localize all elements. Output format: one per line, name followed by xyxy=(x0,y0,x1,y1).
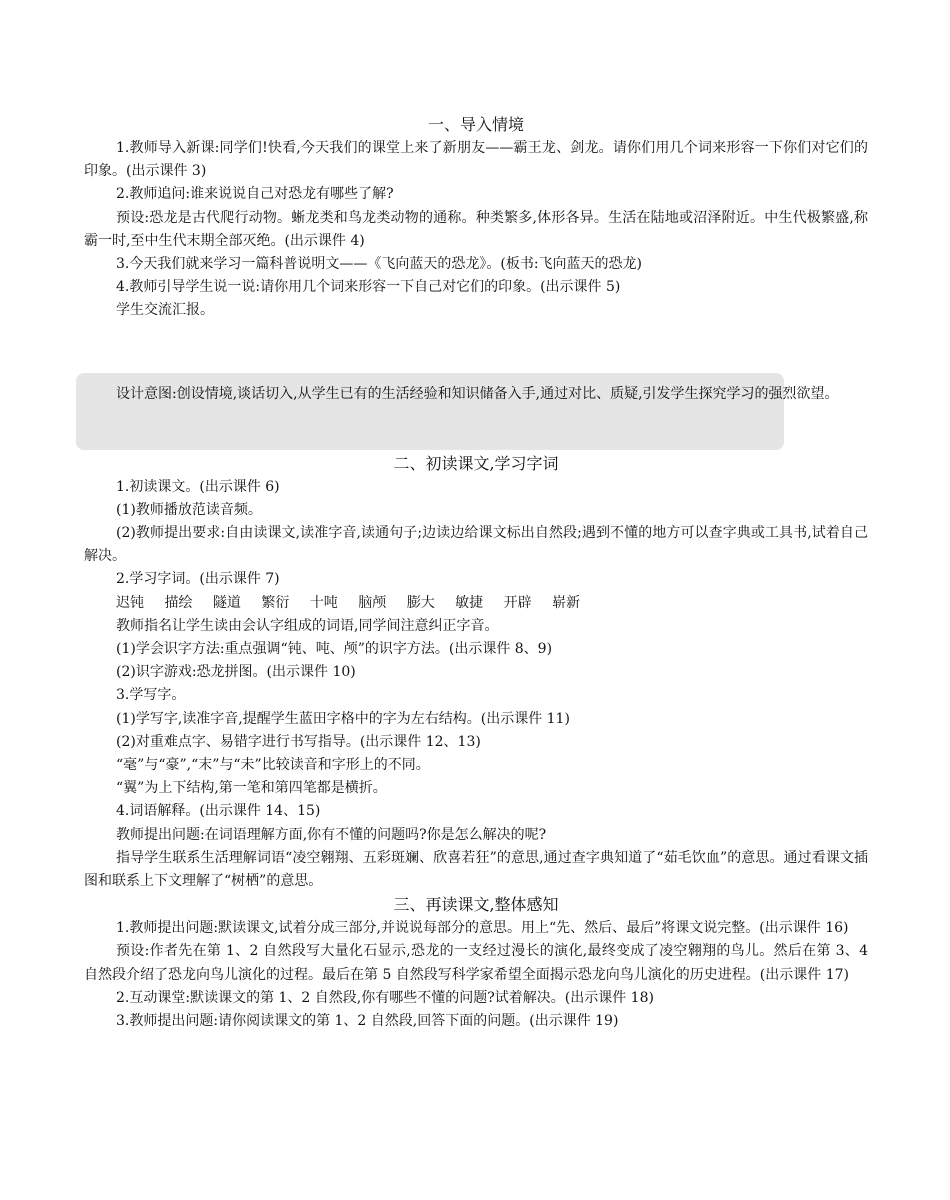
s3-para-3: 2.互动课堂:默读课文的第 1、2 自然段,你有哪些不懂的问题?试着解决。(出示课件 18) xyxy=(116,989,654,1006)
s2-para-3: (2)教师提出要求:自由读课文,读准字音,读通句子;边读边给课文标出自然段;遇到不懂的地方可以查字典或工具书,试着自己解决。 xyxy=(84,525,868,565)
s2-para-7: (2)识字游戏:恐龙拼图。(出示课件 10) xyxy=(116,664,356,681)
s1-para-2: 2.教师追问:谁来说说自己对恐龙有哪些了解? xyxy=(116,186,394,203)
vocab-word: 脑颅 xyxy=(358,594,387,611)
vocab-word: 繁衍 xyxy=(261,594,290,611)
s3-para-2: 预设:作者先在第 1、2 自然段写大量化石显示,恐龙的一支经过漫长的演化,最终变成了凌空翱翔的鸟儿。然后在第 3、4 自然段介绍了恐龙向鸟儿演化的过程。最后在第 5 自然段写科学家希望全面揭示恐龙向鸟儿演化的历史进程。(出示课件 17) xyxy=(84,943,868,983)
s2-para-6: (1)学会识字方法:重点强调“钝、吨、颅”的识字方法。(出示课件 8、9) xyxy=(116,641,553,658)
s1-para-5: 4.教师引导学生说一说:请你用几个词来形容一下自己对它们的印象。(出示课件 5) xyxy=(116,279,621,296)
s2-para-12: “翼”为上下结构,第一笔和第四笔都是横折。 xyxy=(116,780,387,797)
section1-heading: 一、导入情境 xyxy=(427,115,524,134)
s1-para-3: 预设:恐龙是古代爬行动物。蜥龙类和鸟龙类动物的通称。种类繁多,体形各异。生活在陆地或沼泽附近。中生代极繁盛,称霸一时,至中生代末期全部灭绝。(出示课件 4) xyxy=(84,209,868,249)
vocab-word: 描绘 xyxy=(164,594,193,611)
design-intent-box xyxy=(76,373,839,450)
s2-para-15: 指导学生联系生活理解词语“凌空翱翔、五彩斑斓、欣喜若狂”的意思,通过查字典知道了“茹毛饮血”的意思。通过看课文插图和联系上下文理解了“树栖”的意思。 xyxy=(84,849,868,890)
s1-para-1: 1.教师导入新课:同学们!快看,今天我们的课堂上来了新朋友——霸王龙、剑龙。请你们用几个词来形容一下你们对它们的印象。(出示课件 3) xyxy=(84,140,868,180)
section3-heading: 三、再读课文,整体感知 xyxy=(393,895,559,915)
s1-para-4: 3.今天我们就来学习一篇科普说明文——《飞向蓝天的恐龙》。(板书:飞向蓝天的恐龙) xyxy=(116,256,642,273)
s2-para-9: (1)学写字,读准字音,提醒学生蓝田字格中的字为左右结构。(出示课件 11) xyxy=(116,710,570,727)
vocab-word: 开辟 xyxy=(503,594,532,611)
s2-para-13: 4.词语解释。(出示课件 14、15) xyxy=(116,803,321,820)
s2-para-14: 教师提出问题:在词语理解方面,你有不懂的问题吗?你是怎么解决的呢? xyxy=(116,826,547,843)
document-body xyxy=(84,113,868,1033)
vocab-word: 崭新 xyxy=(552,594,581,611)
s2-para-5: 教师指名让学生读由会认字组成的词语,同学间注意纠正字音。 xyxy=(116,617,499,634)
s2-para-11: “毫”与“豪”,“末”与“未”比较读音和字形上的不同。 xyxy=(116,757,430,774)
s3-para-1: 1.教师提出问题:默读课文,试着分成三部分,并说说每部分的意思。用上“先、然后、最后”将课文说完整。(出示课件 16) xyxy=(116,920,849,937)
s3-para-4: 3.教师提出问题:请你阅读课文的第 1、2 自然段,回答下面的问题。(出示课件 19) xyxy=(116,1013,619,1030)
vocab-word: 敏捷 xyxy=(455,594,484,611)
design-intent-text: 设计意图:创设情境,谈话切入,从学生已有的生活经验和知识储备入手,通过对比、质疑,引发学生探究学习的强烈欲望。 xyxy=(116,385,839,402)
s1-para-6: 学生交流汇报。 xyxy=(116,302,214,319)
vocab-word: 膨大 xyxy=(406,594,435,611)
vocab-word: 隧道 xyxy=(212,594,241,611)
vocabulary-list xyxy=(84,592,868,615)
section2-heading: 二、初读课文,学习字词 xyxy=(393,453,559,473)
s2-para-4: 2.学习字词。(出示课件 7) xyxy=(116,571,280,588)
s2-para-8: 3.学写字。 xyxy=(116,687,186,704)
vocab-word: 十吨 xyxy=(309,594,338,611)
s2-para-1: 1.初读课文。(出示课件 6) xyxy=(116,478,280,495)
vocab-word: 迟钝 xyxy=(116,594,144,611)
s2-para-2: (1)教师播放范读音频。 xyxy=(116,501,262,518)
s2-para-10: (2)对重难点字、易错字进行书写指导。(出示课件 12、13) xyxy=(116,733,481,750)
